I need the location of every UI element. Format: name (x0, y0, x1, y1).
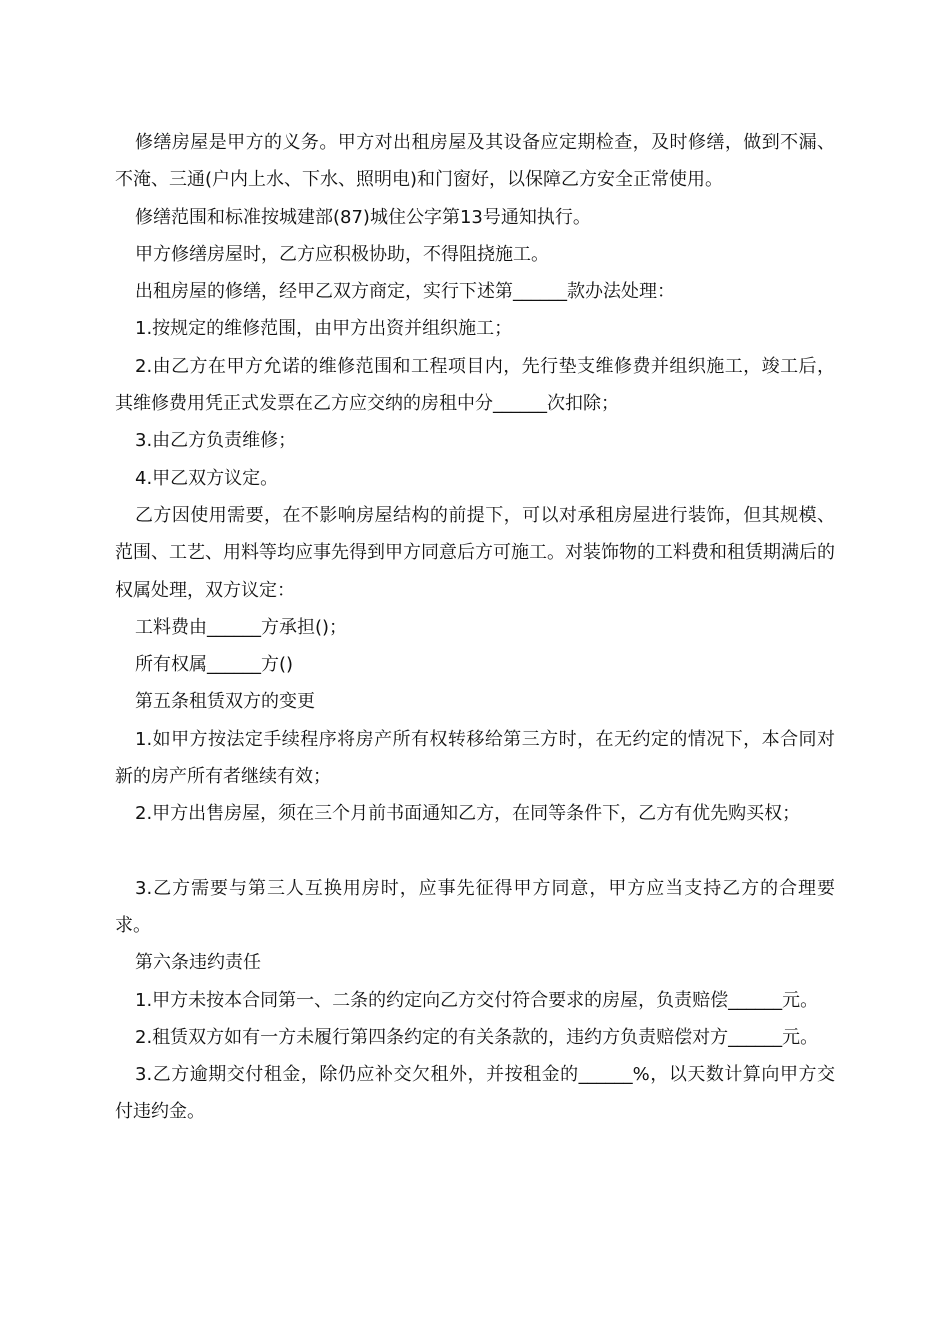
paragraph-repair-duty: 修缮房屋是甲方的义务。甲方对出租房屋及其设备应定期检查，及时修缮，做到不漏、不淹、三通(户内上水、下水、照明电)和门窗好，以保障乙方安全正常使用。 (115, 132, 835, 191)
list-item-change-3: 3.乙方需要与第三人互换用房时，应事先征得甲方同意，甲方应当支持乙方的合理要求。 (115, 877, 835, 936)
paragraph-decoration: 乙方因使用需要，在不影响房屋结构的前提下，可以对承租房屋进行装饰，但其规模、范围、工艺、用料等均应事先得到甲方同意后方可施工。对装饰物的工料费和租赁期满后的权属处理，双方议定： (115, 504, 835, 601)
paragraph-ownership: 所有权属______方() (135, 654, 294, 676)
document-body (115, 124, 835, 1131)
list-item-change-2: 2.甲方出售房屋，须在三个月前书面通知乙方，在同等条件下，乙方有优先购买权； (135, 803, 801, 825)
list-item-breach-2: 2.租赁双方如有一方未履行第四条约定的有关条款的，违约方负责赔偿对方______元。 (135, 1026, 819, 1048)
list-item-method-4: 4.甲乙双方议定。 (135, 467, 279, 489)
list-item-method-1: 1.按规定的维修范围，由甲方出资并组织施工； (135, 318, 513, 340)
list-item-change-1: 1.如甲方按法定手续程序将房产所有权转移给第三方时，在无约定的情况下，本合同对新的房产所有者继续有效； (115, 728, 835, 788)
heading-article-5: 第五条租赁双方的变更 (135, 691, 315, 713)
paragraph-cooperation: 甲方修缮房屋时，乙方应积极协助，不得阻挠施工。 (135, 243, 549, 265)
paragraph-repair-method: 出租房屋的修缮，经甲乙双方商定，实行下述第______款办法处理： (135, 281, 675, 303)
paragraph-repair-standard: 修缮范围和标准按城建部(87)城住公字第13号通知执行。 (135, 206, 591, 228)
list-item-breach-3: 3.乙方逾期交付租金，除仍应补交欠租外，并按租金的______%，以天数计算向甲方交付违约金。 (115, 1064, 835, 1123)
list-item-method-3: 3.由乙方负责维修； (135, 430, 297, 452)
paragraph-material-cost: 工料费由______方承担()； (135, 616, 348, 638)
heading-article-6: 第六条违约责任 (135, 952, 261, 974)
list-item-method-2: 2.由乙方在甲方允诺的维修范围和工程项目内，先行垫支维修费并组织施工，竣工后，其维修费用凭正式发票在乙方应交纳的房租中分______次扣除； (115, 355, 835, 415)
blank-line (115, 833, 835, 870)
list-item-breach-1: 1.甲方未按本合同第一、二条的约定向乙方交付符合要求的房屋，负责赔偿______元。 (135, 989, 819, 1011)
